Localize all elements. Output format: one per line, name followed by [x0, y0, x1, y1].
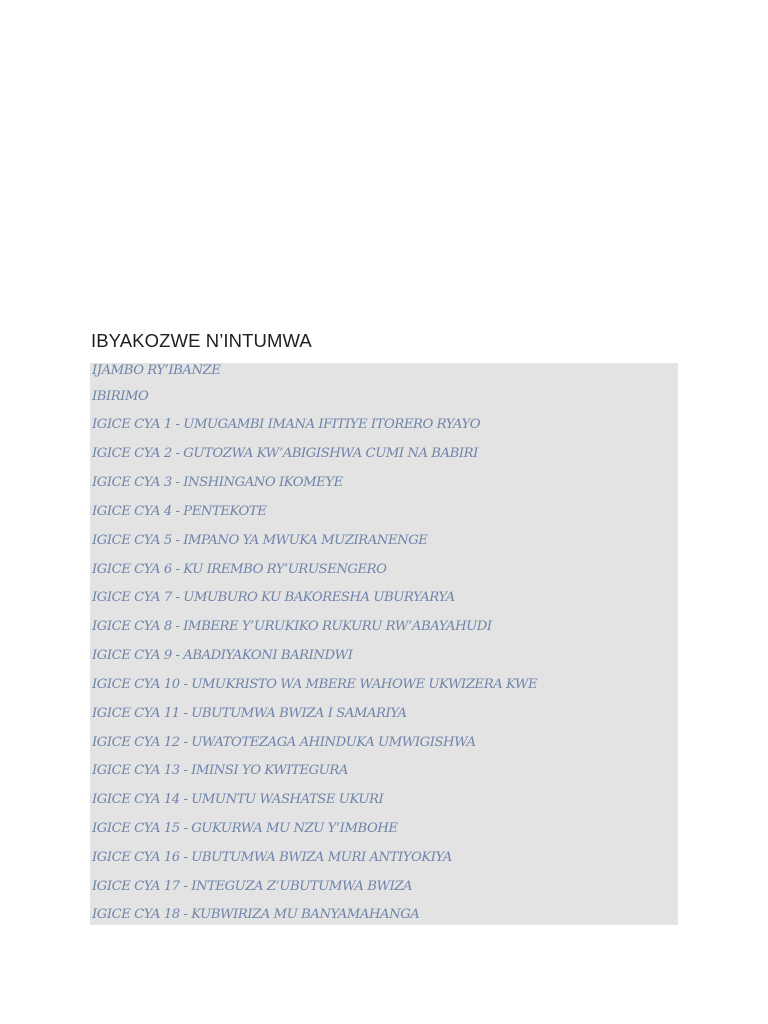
toc-link-chapter-13[interactable]: IGICE CYA 13 - IMINSI YO KWITEGURA	[92, 763, 348, 778]
toc-link-chapter-4[interactable]: IGICE CYA 4 - PENTEKOTE	[92, 504, 267, 519]
table-of-contents	[90, 363, 678, 925]
toc-link-preface[interactable]: IJAMBO RY’IBANZE	[92, 363, 221, 378]
toc-link-chapter-1[interactable]: IGICE CYA 1 - UMUGAMBI IMANA IFITIYE ITORERO RYAYO	[92, 417, 481, 432]
toc-link-chapter-2[interactable]: IGICE CYA 2 - GUTOZWA KW’ABIGISHWA CUMI NA BABIRI	[92, 446, 478, 461]
document-title: IBYAKOZWE N’INTUMWA	[91, 330, 312, 351]
toc-link-chapter-7[interactable]: IGICE CYA 7 - UMUBURO KU BAKORESHA UBURYARYA	[92, 590, 455, 605]
toc-link-chapter-17[interactable]: IGICE CYA 17 - INTEGUZA Z’UBUTUMWA BWIZA	[92, 879, 413, 894]
toc-link-chapter-12[interactable]: IGICE CYA 12 - UWATOTEZAGA AHINDUKA UMWIGISHWA	[92, 735, 476, 750]
toc-link-chapter-6[interactable]: IGICE CYA 6 - KU IREMBO RY’URUSENGERO	[92, 562, 387, 577]
toc-link-chapter-11[interactable]: IGICE CYA 11 - UBUTUMWA BWIZA I SAMARIYA	[92, 706, 407, 721]
toc-link-chapter-3[interactable]: IGICE CYA 3 - INSHINGANO IKOMEYE	[92, 475, 343, 490]
toc-link-chapter-5[interactable]: IGICE CYA 5 - IMPANO YA MWUKA MUZIRANENGE	[92, 533, 428, 548]
toc-link-chapter-15[interactable]: IGICE CYA 15 - GUKURWA MU NZU Y’IMBOHE	[92, 821, 398, 836]
toc-link-chapter-9[interactable]: IGICE CYA 9 - ABADIYAKONI BARINDWI	[92, 648, 353, 663]
toc-link-chapter-16[interactable]: IGICE CYA 16 - UBUTUMWA BWIZA MURI ANTIYOKIYA	[92, 850, 452, 865]
toc-link-contents[interactable]: IBIRIMO	[92, 389, 149, 404]
toc-link-chapter-14[interactable]: IGICE CYA 14 - UMUNTU WASHATSE UKURI	[92, 792, 384, 807]
toc-link-chapter-8[interactable]: IGICE CYA 8 - IMBERE Y’URUKIKO RUKURU RW’ABAYAHUDI	[92, 619, 492, 634]
toc-link-chapter-10[interactable]: IGICE CYA 10 - UMUKRISTO WA MBERE WAHOWE UKWIZERA KWE	[92, 677, 538, 692]
toc-link-chapter-18[interactable]: IGICE CYA 18 - KUBWIRIZA MU BANYAMAHANGA	[92, 907, 420, 922]
